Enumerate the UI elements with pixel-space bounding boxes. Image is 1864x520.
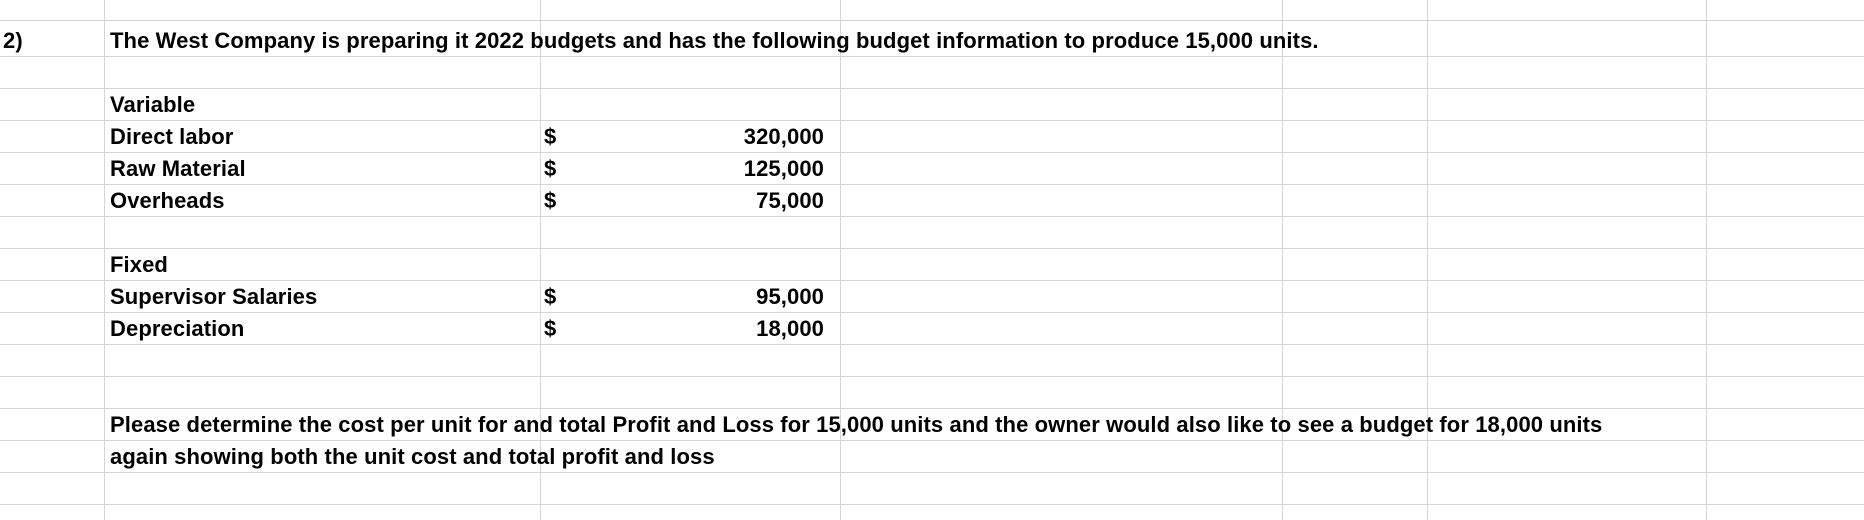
column-divider	[1427, 0, 1428, 520]
amount-raw-material: 125,000	[743, 156, 824, 181]
row-divider	[0, 280, 1864, 281]
row-divider	[0, 504, 1864, 505]
row-divider	[0, 184, 1864, 185]
row-divider	[0, 472, 1864, 473]
column-divider	[104, 0, 105, 520]
amount-supervisor-salaries: 95,000	[756, 284, 824, 309]
problem-number: 2)	[3, 28, 23, 53]
row-divider	[0, 344, 1864, 345]
row-label-raw-material: Raw Material	[110, 156, 246, 181]
row-divider	[0, 88, 1864, 89]
column-divider	[540, 0, 541, 520]
row-divider	[0, 248, 1864, 249]
currency-symbol: $	[544, 188, 557, 213]
row-divider	[0, 20, 1864, 21]
amount-depreciation: 18,000	[756, 316, 824, 341]
row-divider	[0, 376, 1864, 377]
row-divider	[0, 440, 1864, 441]
currency-symbol: $	[544, 316, 557, 341]
intro-text: The West Company is preparing it 2022 budgets and has the following budget information to produce 15,000 units.	[110, 28, 1319, 53]
question-line-2: again showing both the unit cost and total profit and loss	[110, 444, 715, 469]
row-divider	[0, 56, 1864, 57]
row-label-overheads: Overheads	[110, 188, 225, 213]
amount-overheads: 75,000	[756, 188, 824, 213]
question-line-1: Please determine the cost per unit for and total Profit and Loss for 15,000 units and the owner would also like to see a budget for 18,000 units	[110, 412, 1603, 437]
row-divider	[0, 216, 1864, 217]
row-label-depreciation: Depreciation	[110, 316, 245, 341]
currency-symbol: $	[544, 284, 557, 309]
row-divider	[0, 120, 1864, 121]
column-divider	[840, 0, 841, 520]
amount-direct-labor: 320,000	[743, 124, 824, 149]
row-label-direct-labor: Direct labor	[110, 124, 234, 149]
variable-header: Variable	[110, 92, 196, 117]
column-divider	[1282, 0, 1283, 520]
row-divider	[0, 152, 1864, 153]
column-divider	[1706, 0, 1707, 520]
row-divider	[0, 408, 1864, 409]
fixed-header: Fixed	[110, 252, 168, 277]
currency-symbol: $	[544, 156, 557, 181]
row-label-supervisor-salaries: Supervisor Salaries	[110, 284, 318, 309]
currency-symbol: $	[544, 124, 557, 149]
row-divider	[0, 312, 1864, 313]
